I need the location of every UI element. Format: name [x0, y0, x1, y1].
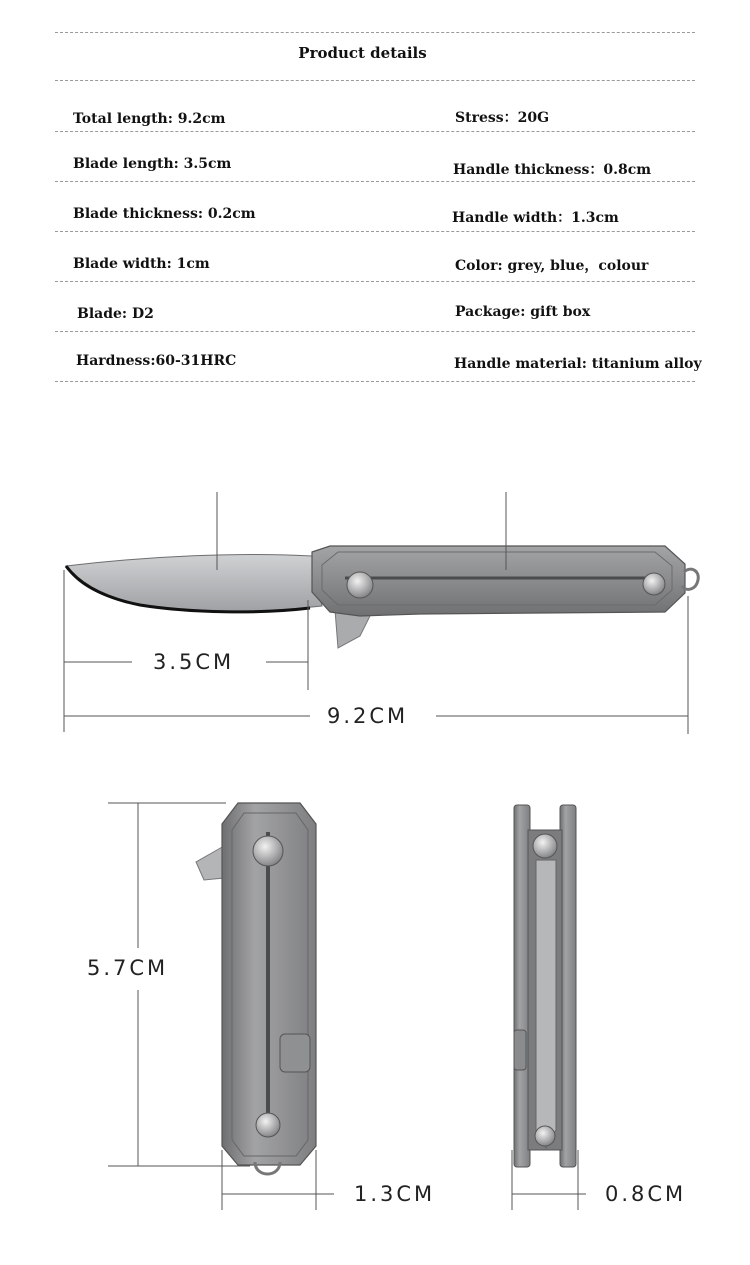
folded-knife-front: [196, 803, 316, 1174]
spec-stress: Stress：20G: [455, 110, 550, 126]
dimension-total-length: 9.2CM: [327, 704, 409, 728]
spec-total-length: Total length: 9.2cm: [73, 111, 226, 127]
spec-hardness: Hardness:60-31HRC: [76, 353, 237, 369]
blade: [66, 554, 322, 611]
rear-screw: [643, 573, 665, 595]
page-title: Product details: [298, 44, 427, 62]
folded-blade: [536, 860, 556, 1148]
blade-spine: [280, 1034, 310, 1072]
spec-blade-thickness: Blade thickness: 0.2cm: [73, 206, 256, 222]
pivot-screw: [347, 572, 373, 598]
spec-handle-width: Handle width：1.3cm: [452, 210, 619, 226]
dimension-handle-thickness: 0.8CM: [605, 1182, 687, 1206]
rear-screw: [256, 1113, 280, 1137]
pivot-screw: [253, 836, 283, 866]
dimension-blade-length: 3.5CM: [153, 650, 235, 674]
folded-knife-side: [514, 805, 576, 1167]
spec-handle-material: Handle material: titanium alloy: [454, 356, 702, 372]
flipper-tab: [196, 846, 224, 880]
open-knife: [66, 546, 698, 648]
spec-blade-width: Blade width: 1cm: [73, 256, 210, 272]
spec-color: Color: grey, blue，colour: [455, 258, 649, 274]
spec-blade-length: Blade length: 3.5cm: [73, 156, 232, 172]
dimension-handle-width: 1.3CM: [354, 1182, 436, 1206]
dimension-folded-height: 5.7CM: [87, 956, 169, 980]
spec-package: Package: gift box: [455, 304, 591, 320]
spec-blade-steel: Blade: D2: [77, 306, 154, 322]
spec-handle-thickness: Handle thickness：0.8cm: [453, 162, 652, 178]
